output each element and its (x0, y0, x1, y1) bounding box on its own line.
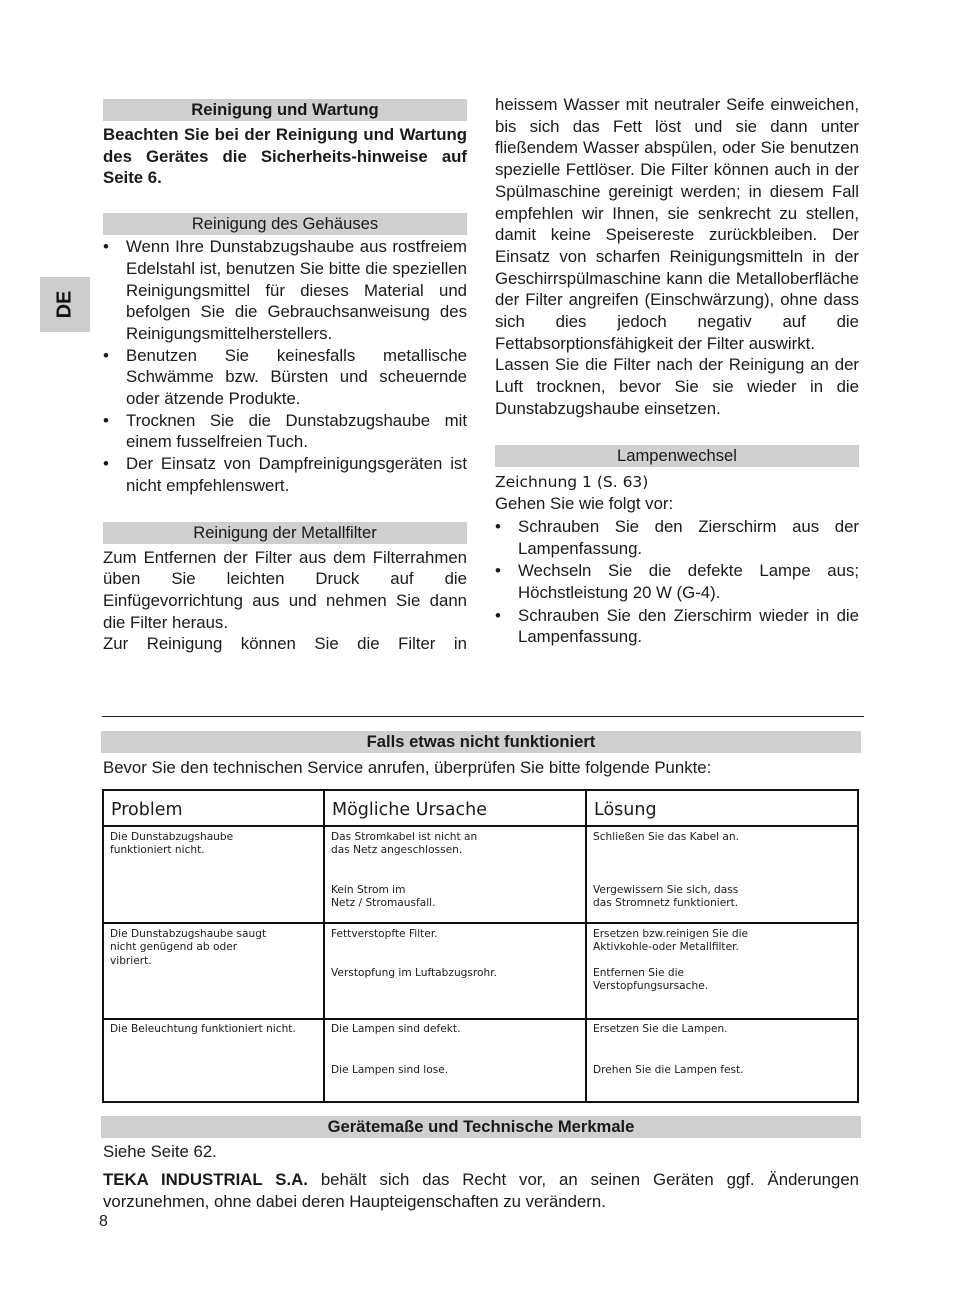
column-header-solution: Lösung (586, 790, 858, 826)
section-title-metal-filters: Reinigung der Metallfilter (103, 522, 467, 544)
list-item: • Wenn Ihre Dunstabzugshaube aus rostfreiem Edelstahl ist, benutzen Sie bitte die speziellen Reinigungsmittel für dieses Material und befolgen Sie die Gebrauchsanweisung des Reinigungsmittelherstellers. (103, 236, 467, 345)
filter-drying-text: Lassen Sie die Filter nach der Reinigung an der Luft trocknen, bevor Sie sie wieder in die Dunstabzugshaube einsetzen. (495, 355, 859, 418)
table-header-row (103, 790, 858, 826)
table-cell (103, 826, 324, 923)
language-tab (40, 277, 90, 332)
list-item: • Wechseln Sie die defekte Lampe aus; Höchstleistung 20 W (G-4). (495, 560, 859, 603)
section-title-lamp-change: Lampenwechsel (495, 445, 859, 467)
left-column (103, 99, 467, 655)
solution-text: Ersetzen Sie die Lampen. (593, 1023, 728, 1035)
table-cell (324, 1019, 586, 1102)
page-number: 8 (99, 1213, 108, 1230)
table-row (103, 923, 858, 1019)
disclaimer-text: behält sich das Recht vor, an seinen Geräten ggf. Änderungen vorzunehmen, ohne dabei deren Haupteigenschaften zu verändern. (103, 1170, 859, 1211)
section-title-housing: Reinigung des Gehäuses (103, 213, 467, 235)
solution-text: Entfernen Sie die Verstopfungsursache. (593, 967, 709, 993)
column-header-problem: Problem (103, 790, 324, 826)
table-cell (324, 923, 586, 1019)
table-cell (586, 1019, 858, 1102)
section-title-specs: Gerätemaße und Technische Merkmale (101, 1116, 861, 1138)
table-row (103, 1019, 858, 1102)
table-cell (103, 1019, 324, 1102)
list-item: • Schrauben Sie den Zierschirm wieder in die Lampenfassung. (495, 605, 859, 648)
table-cell (586, 923, 858, 1019)
table-cell (324, 826, 586, 923)
cause-text: Die Lampen sind lose. (331, 1064, 449, 1076)
problem-text: Die Dunstabzugshaube saugt nicht genügend ab oder vibriert. (110, 928, 267, 967)
divider (102, 716, 864, 717)
housing-list (103, 236, 467, 496)
column-header-cause: Mögliche Ursache (324, 790, 586, 826)
troubleshooting-intro: Bevor Sie den technischen Service anrufen, überprüfen Sie bitte folgende Punkte: (103, 758, 712, 777)
cause-text: Kein Strom im Netz / Stromausfall. (331, 884, 436, 910)
table-cell (103, 923, 324, 1019)
problem-text: Die Beleuchtung funktioniert nicht. (110, 1023, 296, 1035)
problem-text: Die Dunstabzugshaube funktioniert nicht. (110, 831, 234, 857)
section-title-cleaning: Reinigung und Wartung (103, 99, 467, 121)
troubleshooting-table (102, 789, 859, 1103)
cause-text: Verstopfung im Luftabzugsrohr. (331, 967, 497, 979)
list-item: • Schrauben Sie den Zierschirm aus der Lampenfassung. (495, 516, 859, 559)
list-item: • Benutzen Sie keinesfalls metallische Schwämme bzw. Bürsten und scheuernde oder ätzende Produkte. (103, 345, 467, 410)
table-cell (586, 826, 858, 923)
lamp-intro: Gehen Sie wie folgt vor: (495, 494, 674, 514)
list-item: • Trocknen Sie die Dunstabzugshaube mit einem fusselfreien Tuch. (103, 410, 467, 453)
solution-text: Schließen Sie das Kabel an. (593, 831, 739, 843)
list-item: • Der Einsatz von Dampfreinigungsgeräten ist nicht empfehlenswert. (103, 453, 467, 496)
company-name: TEKA INDUSTRIAL S.A. (103, 1170, 308, 1189)
cause-text: Das Stromkabel ist nicht an das Netz angeschlossen. (331, 831, 478, 857)
cause-text: Fettverstopfte Filter. (331, 928, 438, 940)
solution-text: Ersetzen bzw.reinigen Sie die Aktivkohle-oder Metallfilter. (593, 928, 749, 954)
section-title-troubleshooting: Falls etwas nicht funktioniert (101, 731, 861, 753)
right-column (495, 94, 859, 648)
disclaimer (103, 1169, 859, 1213)
table-row (103, 826, 858, 923)
solution-text: Vergewissern Sie sich, dass das Stromnetz funktioniert. (593, 884, 739, 910)
figure-reference: Zeichnung 1 (S. 63) (495, 472, 649, 491)
language-tab-label: DE (53, 290, 76, 319)
cause-text: Die Lampen sind defekt. (331, 1023, 461, 1035)
filter-cleaning-text: Zur Reinigung können Sie die Filter in (103, 634, 467, 654)
solution-text: Drehen Sie die Lampen fest. (593, 1064, 744, 1076)
specs-reference: Siehe Seite 62. (103, 1142, 217, 1161)
filter-removal-text: Zum Entfernen der Filter aus dem Filterrahmen üben Sie leichten Druck auf die Einfügevorrichtung aus und nehmen Sie dann die Filter heraus. (103, 547, 467, 632)
safety-note: Beachten Sie bei der Reinigung und Wartung des Gerätes die Sicherheits-hinweise auf Seite 6. (103, 125, 467, 188)
lamp-steps (495, 516, 859, 648)
filter-cleaning-continued: heissem Wasser mit neutraler Seife einweichen, bis sich das Fett löst und sie dann unter fließendem Wasser abspülen, oder Sie benutzen spezielle Fettlöser. Die Filter können auch in der Spülmaschine gereinigt werden; in diesem Fall empfehlen wir Ihnen, sie senkrecht zu stellen, damit keine Speisereste zurückbleiben. Der Einsatz von scharfen Reinigungsmitteln in der Geschirrspülmaschine kann die Metalloberfläche der Filter angreifen (Einschwärzung), ohne dass sich dies jedoch negativ auf die Fettabsorptionsfähigkeit der Filter auswirkt. (495, 95, 859, 353)
